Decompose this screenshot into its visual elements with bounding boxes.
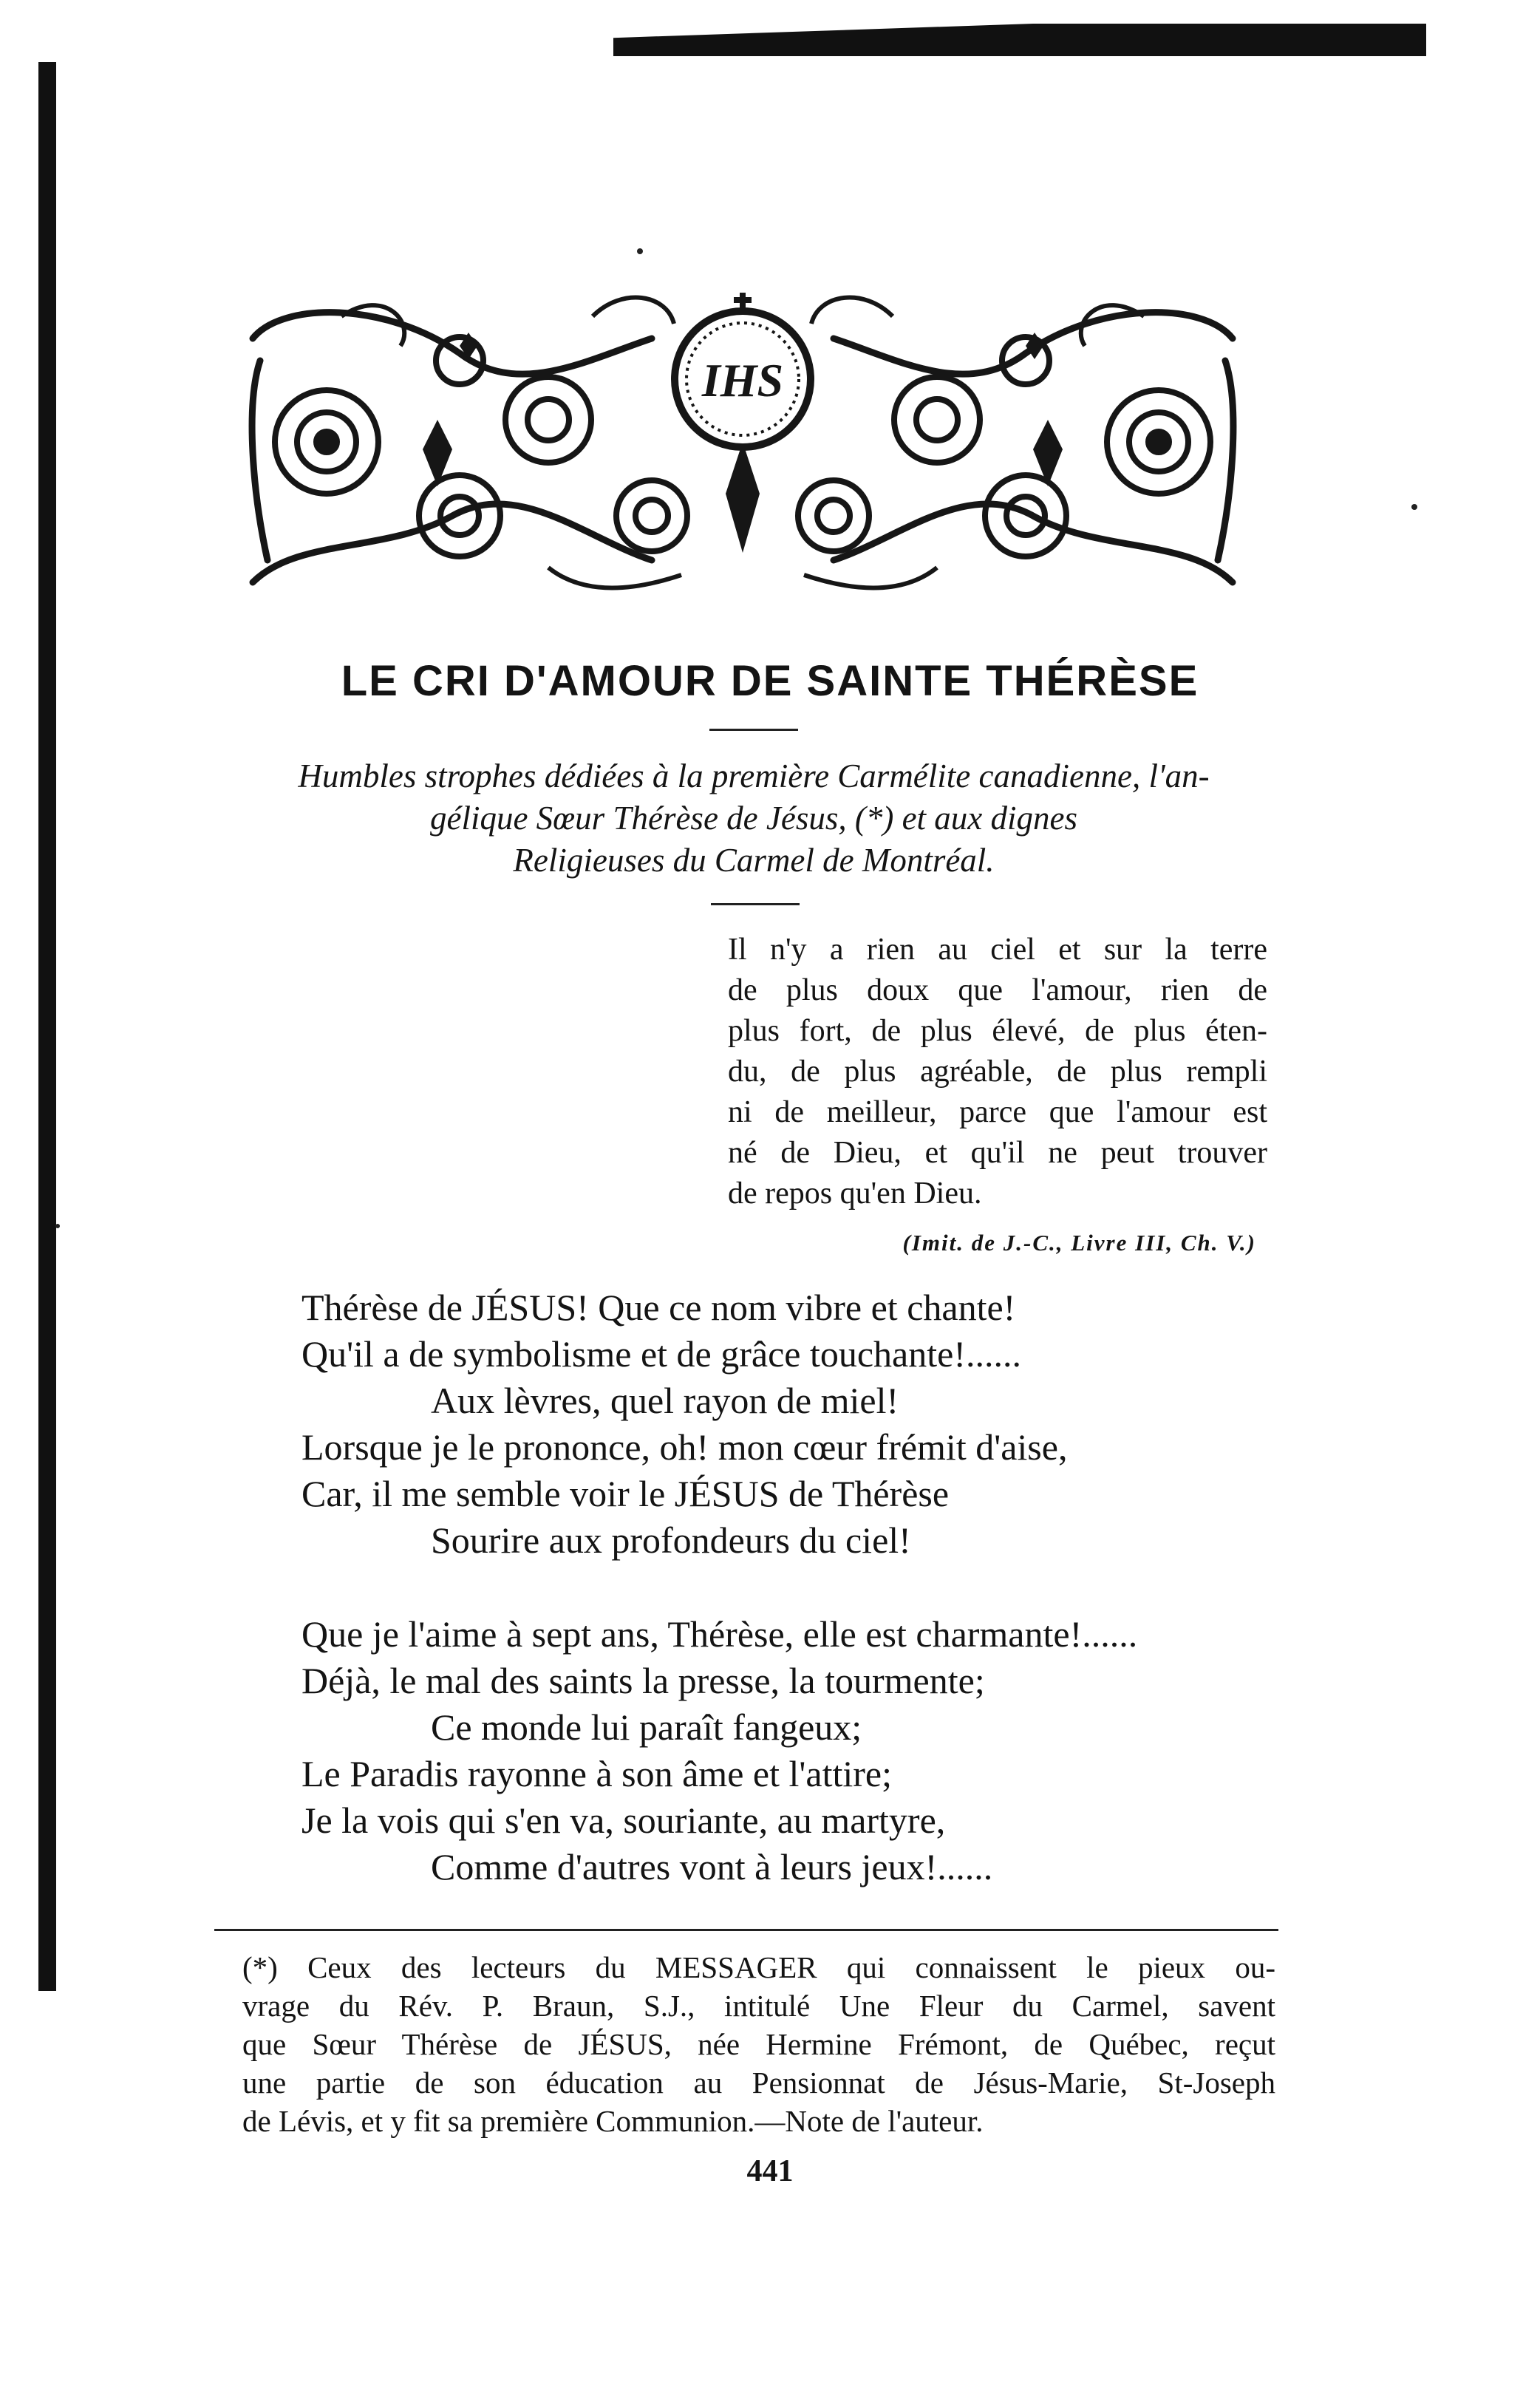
- scan-edge-left: [38, 62, 56, 1991]
- poem-line: Que je l'aime à sept ans, Thérèse, elle est charmante!......: [301, 1613, 1138, 1655]
- monogram-text: IHS: [701, 354, 784, 406]
- divider: [711, 903, 800, 905]
- dedication-line: Religieuses du Carmel de Montréal.: [513, 842, 995, 879]
- epigraph-line: du, de plus agréable, de plus rempli: [728, 1055, 1267, 1089]
- footnote-line: de Lévis, et y fit sa première Communion.—Note de l'auteur.: [242, 2104, 984, 2138]
- footnote-line: une partie de son éducation au Pensionnat de Jésus-Marie, St-Joseph: [242, 2066, 1275, 2100]
- footnote-line: vrage du Rév. P. Braun, S.J., intitulé Une Fleur du Carmel, savent: [242, 1989, 1275, 2023]
- dedication-line: Humbles strophes dédiées à la première Carmélite canadienne, l'an-: [298, 757, 1210, 794]
- page-title: LE CRI D'AMOUR DE SAINTE THÉRÈSE: [341, 657, 1199, 705]
- page-number: 441: [746, 2154, 794, 2188]
- poem-line: Qu'il a de symbolisme et de grâce touchante!......: [301, 1333, 1021, 1375]
- scan-speck: [637, 248, 643, 254]
- poem-stanza-2: [301, 1611, 1137, 1890]
- poem-line: Car, il me semble voir le JÉSUS de Thérèse: [301, 1473, 950, 1514]
- footnote-line: que Sœur Thérèse de JÉSUS, née Hermine Frémont, de Québec, reçut: [242, 2027, 1275, 2061]
- poem-line: Aux lèvres, quel rayon de miel!: [431, 1380, 899, 1421]
- epigraph-line: de plus doux que l'amour, rien de: [728, 973, 1267, 1007]
- epigraph: [728, 930, 1267, 1214]
- scan-edge-top: [613, 10, 1426, 56]
- footnote: [242, 1948, 1275, 2140]
- poem-line: Sourire aux profondeurs du ciel!: [431, 1519, 911, 1561]
- dedication: [200, 755, 1308, 882]
- footnote-rule: [214, 1929, 1278, 1931]
- poem-line: Déjà, le mal des saints la presse, la tourmente;: [301, 1660, 985, 1701]
- scan-speck: [1411, 504, 1417, 510]
- epigraph-line: plus fort, de plus élevé, de plus éten-: [728, 1014, 1267, 1048]
- poem-line: Thérèse de JÉSUS! Que ce nom vibre et chante!: [301, 1287, 1016, 1328]
- poem-stanza-1: [301, 1284, 1067, 1564]
- epigraph-line: ni de meilleur, parce que l'amour est: [728, 1095, 1267, 1129]
- divider: [709, 729, 798, 731]
- scan-speck: [55, 1224, 60, 1228]
- dedication-line: gélique Sœur Thérèse de Jésus, (*) et aux dignes: [429, 800, 1078, 837]
- epigraph-line: Il n'y a rien au ciel et sur la terre: [728, 933, 1267, 967]
- ornamental-headpiece-icon: [238, 272, 1247, 612]
- poem-line: Comme d'autres vont à leurs jeux!......: [431, 1846, 993, 1887]
- poem-line: Le Paradis rayonne à son âme et l'attire;: [301, 1753, 892, 1794]
- epigraph-line: né de Dieu, et qu'il ne peut trouver: [728, 1136, 1267, 1170]
- poem-line: Ce monde lui paraît fangeux;: [431, 1706, 862, 1748]
- footnote-line: (*) Ceux des lecteurs du MESSAGER qui connaissent le pieux ou-: [242, 1950, 1275, 1984]
- epigraph-line: de repos qu'en Dieu.: [728, 1177, 982, 1211]
- poem-line: Je la vois qui s'en va, souriante, au martyre,: [301, 1800, 946, 1841]
- poem-line: Lorsque je le prononce, oh! mon cœur frémit d'aise,: [301, 1426, 1068, 1468]
- epigraph-source: (Imit. de J.-C., Livre III, Ch. V.): [902, 1230, 1256, 1256]
